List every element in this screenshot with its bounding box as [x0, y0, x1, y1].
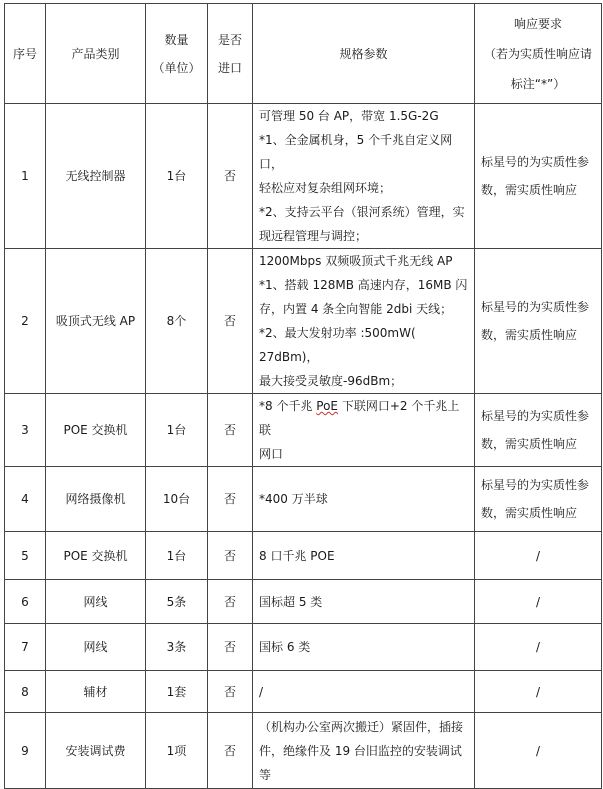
cell-qty: 1项: [146, 713, 208, 789]
cell-resp: /: [475, 532, 602, 580]
header-qty: [146, 4, 208, 104]
spec-line: 1200Mbps 双频吸顶式千兆无线 AP: [259, 254, 453, 268]
cell-category: 无线控制器: [46, 104, 146, 249]
cell-category: POE 交换机: [46, 532, 146, 580]
cell-seq: 1: [5, 104, 46, 249]
table-row: [5, 532, 602, 580]
spec-line: 8 口千兆 POE: [259, 548, 335, 563]
cell-spec: [253, 671, 475, 713]
cell-qty: 1套: [146, 671, 208, 713]
header-resp-line1: 响应要求: [513, 16, 562, 31]
cell-category: 辅材: [46, 671, 146, 713]
cell-resp: /: [475, 671, 602, 713]
cell-spec: [253, 104, 475, 249]
spec-line: 件，绝缘件及 19 台旧监控的安装调试: [259, 743, 462, 758]
spec-line: 国标超 5 类: [259, 594, 323, 609]
header-resp: [475, 4, 602, 104]
cell-seq: 2: [5, 249, 46, 394]
header-resp-line2: （若为实质性响应请: [483, 46, 592, 61]
cell-seq: 6: [5, 580, 46, 624]
cell-qty: 5条: [146, 580, 208, 624]
header-category: 产品类别: [46, 4, 146, 104]
spec-line: 等: [259, 767, 272, 782]
spec-line: [259, 394, 468, 442]
cell-resp: /: [475, 713, 602, 789]
spec-line: 轻松应对复杂组网环境；: [259, 181, 392, 195]
cell-spec: [253, 249, 475, 394]
cell-spec: [253, 580, 475, 624]
cell-category: 吸顶式无线 AP: [46, 249, 146, 394]
cell-category: 网线: [46, 580, 146, 624]
cell-import: 否: [208, 624, 253, 671]
cell-category: 网线: [46, 624, 146, 671]
cell-import: 否: [208, 104, 253, 249]
cell-spec: [253, 624, 475, 671]
spec-line: （机构办公室两次搬迁）紧固件，插接: [259, 719, 464, 734]
cell-qty: 8个: [146, 249, 208, 394]
spec-text: *8 个千兆: [259, 399, 317, 413]
cell-resp: 标星号的为实质性参数，需实质性响应: [475, 249, 602, 394]
spec-line: 网口: [259, 447, 284, 461]
header-import-line1: 是否: [217, 32, 242, 47]
spec-spellcheck-word: PoE: [316, 399, 338, 413]
table-row: [5, 580, 602, 624]
spec-text: 下联网口+2 个千兆上联: [259, 399, 460, 437]
table-row: [5, 249, 602, 394]
spec-line: 可管理 50 台 AP，带宽 1.5G-2G: [259, 109, 439, 123]
cell-category: 网络摄像机: [46, 467, 146, 532]
header-import-line2: 进口: [217, 60, 242, 75]
table-row: [5, 394, 602, 467]
cell-qty: 3条: [146, 624, 208, 671]
cell-seq: 7: [5, 624, 46, 671]
table-row: [5, 671, 602, 713]
cell-spec: [253, 394, 475, 467]
cell-seq: 4: [5, 467, 46, 532]
spec-line: 最大接受灵敏度-96dBm；: [259, 374, 403, 388]
table-row: [5, 713, 602, 789]
cell-import: 否: [208, 467, 253, 532]
cell-seq: 5: [5, 532, 46, 580]
cell-import: 否: [208, 394, 253, 467]
spec-line: *2、支持云平台（银河系统）管理，实: [259, 205, 465, 219]
cell-import: 否: [208, 713, 253, 789]
header-resp-line3: 标注“*”）: [510, 76, 566, 91]
cell-import: 否: [208, 249, 253, 394]
cell-qty: 10台: [146, 467, 208, 532]
cell-category: POE 交换机: [46, 394, 146, 467]
spec-line: *1、全金属机身，5 个千兆自定义网口，: [259, 133, 453, 171]
spec-table: [4, 3, 602, 789]
header-qty-line1: 数量: [164, 32, 189, 47]
cell-category: 安装调试费: [46, 713, 146, 789]
cell-qty: 1台: [146, 394, 208, 467]
table-row: [5, 467, 602, 532]
cell-spec: [253, 532, 475, 580]
cell-qty: 1台: [146, 532, 208, 580]
cell-resp: 标星号的为实质性参数，需实质性响应: [475, 104, 602, 249]
spec-line: 存，内置 4 条全向智能 2dbi 天线；: [259, 302, 453, 316]
header-import: [208, 4, 253, 104]
cell-resp: /: [475, 624, 602, 671]
table-row: [5, 624, 602, 671]
cell-spec: [253, 713, 475, 789]
spec-line: *2、最大发射功率 :500mW( 27dBm)，: [259, 326, 416, 364]
cell-resp: 标星号的为实质性参数，需实质性响应: [475, 394, 602, 467]
cell-import: 否: [208, 671, 253, 713]
table-row: [5, 104, 602, 249]
spec-line: 国标 6 类: [259, 640, 311, 654]
spec-line: 现远程管理与调控；: [259, 229, 368, 243]
cell-spec: [253, 467, 475, 532]
cell-seq: 8: [5, 671, 46, 713]
spec-line: *400 万半球: [259, 492, 328, 506]
cell-resp: /: [475, 580, 602, 624]
cell-seq: 9: [5, 713, 46, 789]
spec-line: /: [259, 684, 264, 699]
cell-resp: 标星号的为实质性参数，需实质性响应: [475, 467, 602, 532]
cell-import: 否: [208, 532, 253, 580]
header-seq: 序号: [5, 4, 46, 104]
header-qty-line2: （单位）: [152, 60, 201, 75]
cell-seq: 3: [5, 394, 46, 467]
table-header-row: [5, 4, 602, 104]
cell-qty: 1台: [146, 104, 208, 249]
spec-line: *1、搭载 128MB 高速内存，16MB 闪: [259, 278, 468, 292]
cell-import: 否: [208, 580, 253, 624]
header-spec: 规格参数: [253, 4, 475, 104]
